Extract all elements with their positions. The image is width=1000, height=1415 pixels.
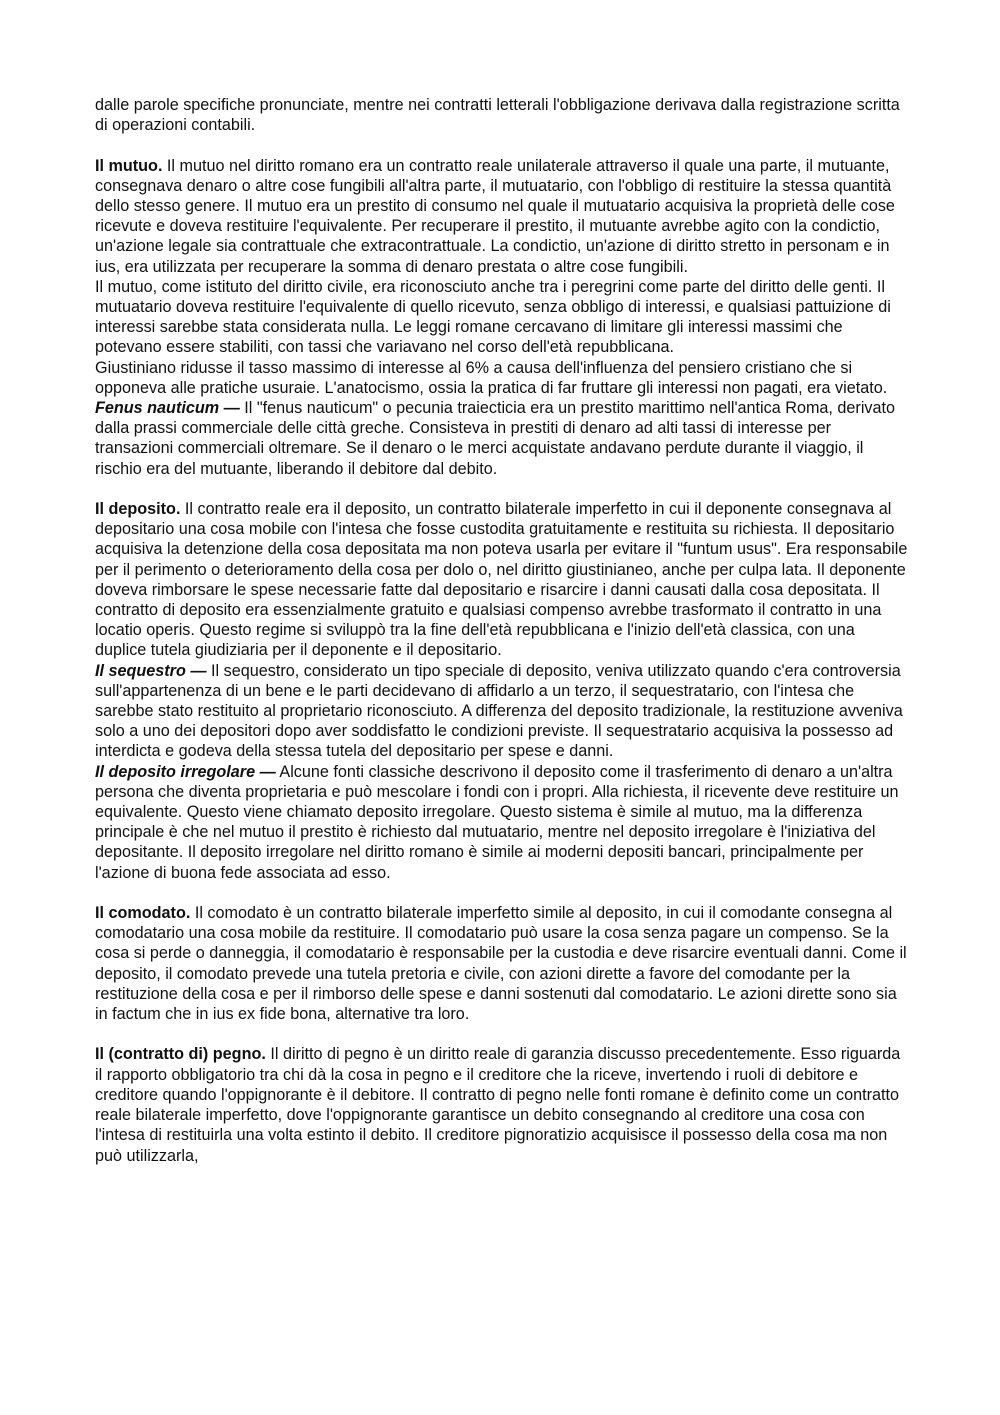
sequestro-heading: Il sequestro — [95, 661, 207, 680]
document-page [95, 95, 910, 1166]
fenus-paragraph [95, 398, 910, 479]
pegno-heading: Il (contratto di) pegno. [95, 1045, 266, 1064]
section-pegno [95, 1044, 910, 1165]
section-comodato [95, 903, 910, 1024]
fenus-heading: Fenus nauticum — [95, 399, 240, 418]
sequestro-text: Il sequestro, considerato un tipo speciale di deposito, veniva utilizzato quando c'era controversia sull'appartenenza di un bene e le parti decidevano di affidarlo a un terzo, il sequestratario, con l'intesa che sarebbe stato restituito al proprietario riconosciuto. A differenza del deposito tradizionale, la restituzione avveniva solo a uno dei depositori dopo aver soddisfatto le condizioni previste. Il sequestratario acquisiva la possesso ad interdicta e godeva della stessa tutela del depositario per spese e danni. [95, 661, 903, 761]
irregolare-text: Alcune fonti classiche descrivono il deposito come il trasferimento di denaro a un'altra persona che diventa proprietaria e può mescolare i fondi con i propri. Alla richiesta, il ricevente deve restituire un equivalente. Questo viene chiamato deposito irregolare. Questo sistema è simile al mutuo, ma la differenza principale è che nel mutuo il prestito è richiesto dal mutuatario, mentre nel deposito irregolare è l'iniziativa del depositante. Il deposito irregolare nel diritto romano è simile ai moderni depositi bancari, principalmente per l'azione di buona fede associata ad esso. [95, 762, 899, 882]
pegno-text: Il diritto di pegno è un diritto reale di garanzia discusso precedentemente. Esso riguarda il rapporto obbligatorio tra chi dà la cosa in pegno e il creditore che la riceve, invertendo i ruoli di debitore e creditore quando l'oppignorante è il debitore. Il contratto di pegno nelle fonti romane è definito come un contratto reale bilaterale imperfetto, dove l'oppignorante garantisce un debito consegnando al creditore una cosa con l'intesa di restituirla una volta estinto il debito. Il creditore pignoratizio acquisisce il possesso della cosa ma non può utilizzarla, [95, 1045, 901, 1165]
mutuo-paragraph-2: Il mutuo, come istituto del diritto civile, era riconosciuto anche tra i peregrini come parte del diritto delle genti. Il mutuatario doveva restituire l'equivalente di quello ricevuto, senza obbligo di interessi, e qualsiasi pattuizione di interessi sarebbe stata considerata nulla. Le leggi romane cercavano di limitare gli interessi massimi che potevano essere stabiliti, con tassi che variavano nel corso dell'età repubblicana. [95, 277, 891, 357]
section-deposito [95, 499, 910, 883]
section-mutuo [95, 156, 910, 479]
fenus-text: Il "fenus nauticum" o pecunia traiecticia era un prestito marittimo nell'antica Roma, derivato dalla prassi commerciale delle città greche. Consisteva in prestiti di denaro ad alti tassi di interesse per transazioni commerciali oltremare. Se il denaro o le merci acquistate andavano perdute durante il viaggio, il rischio era del mutuante, liberando il debitore dal debito. [95, 399, 896, 478]
mutuo-text-1: Il mutuo nel diritto romano era un contratto reale unilaterale attraverso il quale una parte, il mutuante, consegnava denaro o altre cose fungibili all'altra parte, il mutuatario, con l'obbligo di restituire la stessa quantità dello stesso genere. Il mutuo era un prestito di consumo nel quale il mutuatario acquisiva la proprietà delle cose ricevute e doveva restituire l'equivalente. Per recuperare il prestito, il mutuante avrebbe agito con la condictio, un'azione legale sia contrattuale che extracontrattuale. La condictio, un'azione di diritto stretto in personam e in ius, era utilizzata per recuperare la somma di denaro prestata o altre cose fungibili. [95, 156, 895, 276]
intro-paragraph: dalle parole specifiche pronunciate, mentre nei contratti letterali l'obbligazione derivava dalla registrazione scritta di operazioni contabili. [95, 96, 900, 135]
irregolare-paragraph [95, 762, 910, 883]
deposito-heading: Il deposito. [95, 500, 181, 519]
irregolare-heading: Il deposito irregolare — [95, 762, 276, 781]
mutuo-paragraph-3: Giustiniano ridusse il tasso massimo di interesse al 6% a causa dell'influenza del pensiero cristiano che si opponeva alle pratiche usuraie. L'anatocismo, ossia la pratica di far fruttare gli interessi non pagati, era vietato. [95, 358, 888, 397]
deposito-text-1: Il contratto reale era il deposito, un contratto bilaterale imperfetto in cui il deponente consegnava al depositario una cosa mobile con l'intesa che fosse custodita gratuitamente e restituita su richiesta. Il depositario acquisiva la detenzione della cosa depositata ma non poteva usarla per evitare il "funtum usus". Era responsabile per il perimento o deterioramento della cosa per dolo o, nel diritto giustinianeo, anche per culpa lata. Il deponente doveva rimborsare le spese necessarie fatte dal depositario e risarcire i danni causati dalla cosa depositata. Il contratto di deposito era essenzialmente gratuito e qualsiasi compenso avrebbe trasformato il contratto in una locatio operis. Questo regime si sviluppò tra la fine dell'età repubblicana e l'inizio dell'età classica, con una duplice tutela giudiziaria per il deponente e il depositario. [95, 500, 908, 660]
comodato-paragraph [95, 903, 910, 1024]
comodato-text: Il comodato è un contratto bilaterale imperfetto simile al deposito, in cui il comodante consegna al comodatario una cosa mobile da restituire. Il comodatario può usare la cosa senza pagare un compenso. Se la cosa si perde o danneggia, il comodatario è responsabile per la custodia e deve risarcire eventuali danni. Come il deposito, il comodato prevede una tutela pretoria e civile, con azioni dirette a favore del comodante per la restituzione della cosa e per il rimborso delle spese e danni sostenuti dal comodatario. Le azioni dirette sono sia in factum che in ius ex fide bona, alternative tra loro. [95, 904, 907, 1024]
deposito-paragraph-1 [95, 499, 910, 661]
sequestro-paragraph [95, 661, 910, 762]
mutuo-heading: Il mutuo. [95, 156, 163, 175]
mutuo-paragraph-1 [95, 156, 910, 277]
pegno-paragraph [95, 1044, 910, 1165]
comodato-heading: Il comodato. [95, 904, 191, 923]
